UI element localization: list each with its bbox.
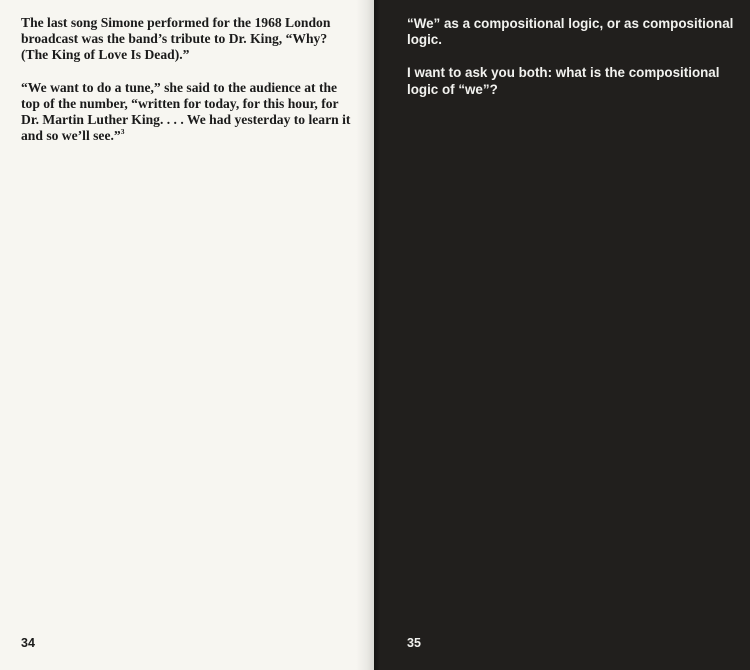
page-number-right: 35 (407, 636, 421, 650)
right-paragraph-1: “We” as a compositional logic, or as compositional logic. (407, 16, 734, 48)
left-paragraph-2 (21, 80, 351, 145)
left-paragraph-1: The last song Simone performed for the 1968 London broadcast was the band’s tribute to Dr. King, “Why? (The King of Love Is Dead).” (21, 15, 331, 63)
footnote-marker: 3 (120, 126, 125, 136)
right-paragraph-2: I want to ask you both: what is the compositional logic of “we”? (407, 65, 720, 97)
page-number-left: 34 (21, 636, 35, 650)
right-page-body (407, 16, 737, 115)
left-page-body (21, 15, 351, 160)
left-paragraph-2-text: “We want to do a tune,” she said to the audience at the top of the number, “written for today, for this hour, for Dr. Martin Luther King. . . . We had yesterday to learn it and so we’ll see.” (21, 79, 351, 144)
